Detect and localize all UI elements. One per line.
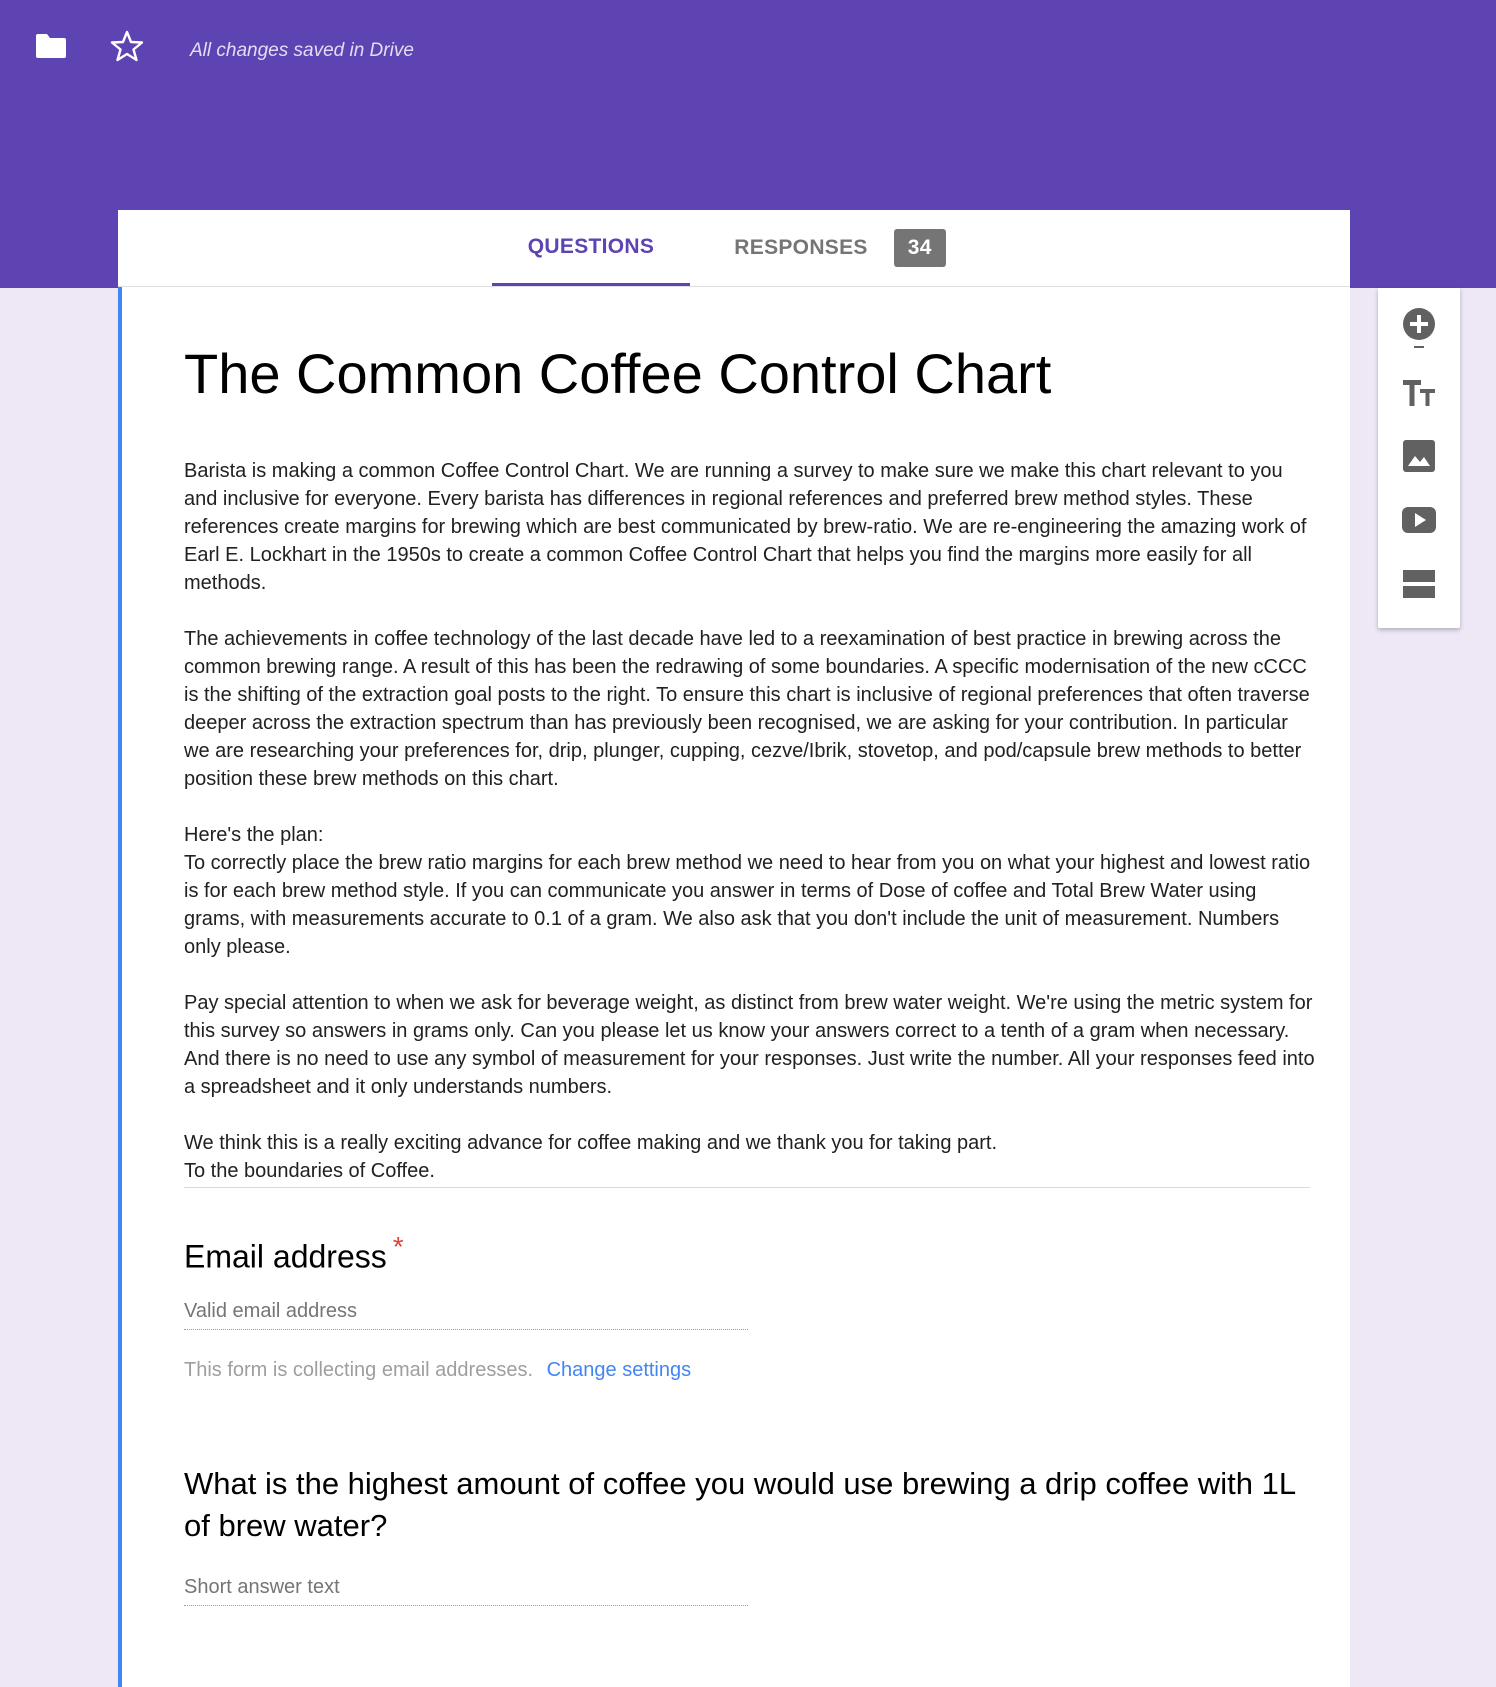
question-title[interactable]: What is the highest amount of coffee you would use brewing a drip coffee with 1L of brew water? xyxy=(184,1466,1295,1543)
form-card xyxy=(118,287,1350,1687)
tab-responses-label: RESPONSES xyxy=(734,236,868,259)
tab-questions[interactable] xyxy=(492,210,690,286)
description-paragraph: Here's the plan: xyxy=(184,824,324,846)
description-paragraph: The achievements in coffee technology of the last decade have led to a reexamination of best practice in brewing across the common brewing range. A result of this has been the redrawing of some boundaries. A specific modernisation of the new cCCC is the shifting of the extraction goal posts to the right. To ensure this chart is inclusive of regional preferences that often traverse deeper across the extraction spectrum than has previously been recognised, we are asking for your contribution. In particular we are researching your preferences for, drip, plunger, cupping, cezve/Ibrik, stovetop, and pod/capsule brew methods to better position these brew methods on this chart. xyxy=(184,628,1310,790)
description-paragraph: Pay special attention to when we ask for beverage weight, as distinct from brew water weight. We're using the metric system for this survey so answers in grams only. Can you please let us know your answers correct to a tenth of a gram when necessary. And there is no need to use any symbol of measurement for your responses. Just write the number. All your responses feed into a spreadsheet and it only understands numbers. xyxy=(184,992,1315,1098)
add-question-button[interactable] xyxy=(1397,306,1441,350)
responses-count-badge: 34 xyxy=(894,229,946,267)
star-icon[interactable] xyxy=(110,30,144,62)
email-question-label: Email address xyxy=(184,1238,387,1275)
add-title-button[interactable] xyxy=(1397,370,1441,414)
add-image-button[interactable] xyxy=(1397,434,1441,478)
add-title-icon xyxy=(1399,372,1439,412)
folder-icon[interactable] xyxy=(34,30,68,62)
form-title[interactable]: The Common Coffee Control Chart xyxy=(184,342,1052,405)
description-paragraph: Barista is making a common Coffee Control Chart. We are running a survey to make sure we make this chart relevant to you and inclusive for everyone. Every barista has differences in regional references and preferred brew method styles. These references create margins for brewing which are best communicated by brew-ratio. We are re-engineering the amazing work of Earl E. Lockhart in the 1950s to create a common Coffee Control Chart that helps you find the margins more easily for all methods. xyxy=(184,460,1307,594)
add-image-icon xyxy=(1399,436,1439,476)
add-section-icon xyxy=(1399,564,1439,604)
email-collection-note xyxy=(184,1359,691,1382)
description-paragraph: To correctly place the brew ratio margins for each brew method we need to hear from you on what your highest and lowest ratio is for each brew method style. If you can communicate you answer in terms of Dose of coffee and Total Brew Water using grams, with measurements accurate to 0.1 of a gram. We also ask that you don't include the unit of measurement. Numbers only please. xyxy=(184,852,1311,958)
change-settings-link[interactable]: Change settings xyxy=(546,1359,692,1381)
email-collection-text: This form is collecting email addresses. xyxy=(184,1359,534,1381)
add-video-icon xyxy=(1399,500,1439,540)
description-paragraph: We think this is a really exciting advance for coffee making and we thank you for taking part. xyxy=(184,1132,998,1154)
add-video-button[interactable] xyxy=(1397,498,1441,542)
email-question-title[interactable] xyxy=(184,1231,404,1276)
email-field[interactable] xyxy=(184,1293,748,1330)
required-marker: * xyxy=(392,1231,404,1262)
question-toolbar xyxy=(1378,288,1460,628)
tab-bar xyxy=(118,210,1350,287)
form-description[interactable] xyxy=(184,457,1316,1185)
tab-responses[interactable] xyxy=(710,210,970,286)
description-divider xyxy=(184,1187,1310,1188)
short-answer-field[interactable] xyxy=(184,1569,748,1606)
add-question-icon xyxy=(1399,306,1439,350)
description-paragraph: To the boundaries of Coffee. xyxy=(184,1160,435,1182)
tab-questions-label: QUESTIONS xyxy=(527,234,655,258)
add-section-button[interactable] xyxy=(1397,562,1441,606)
save-status: All changes saved in Drive xyxy=(190,40,414,61)
